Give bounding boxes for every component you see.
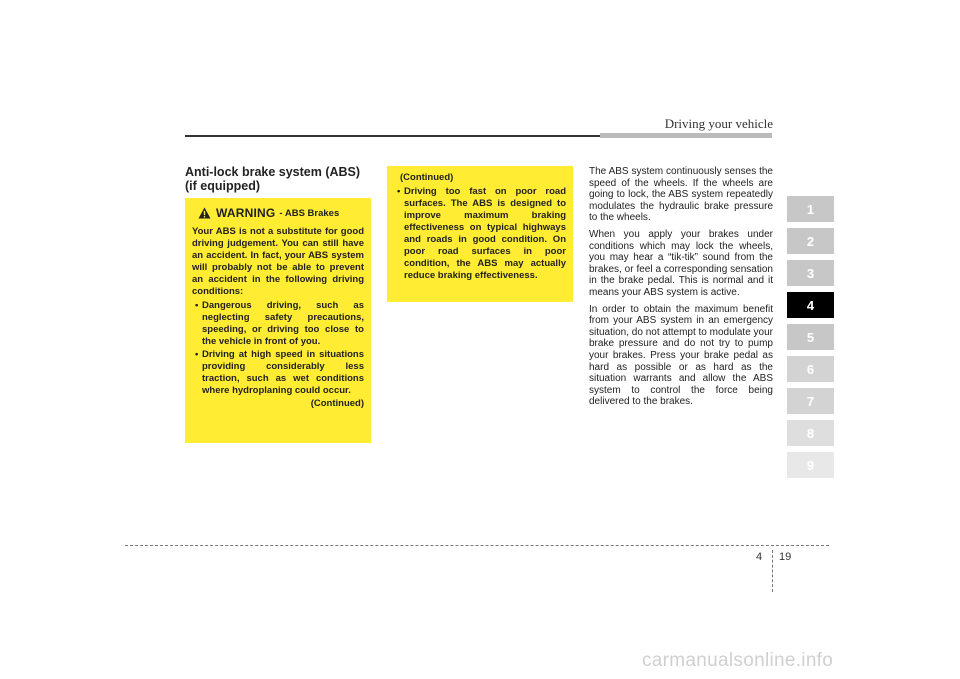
continued-warning-box bbox=[387, 166, 573, 302]
warning-paragraph: Your ABS is not a substitute for good driving judgement. You can still have an accident. In fact, your ABS system will probably not be able to prevent an accident in the following driving conditions: bbox=[192, 226, 364, 297]
warning-list-item bbox=[192, 349, 364, 397]
section-title-line-2: (if equipped) bbox=[185, 179, 260, 193]
chapter-tab-6[interactable]: 6 bbox=[787, 356, 834, 382]
chapter-tab-8[interactable]: 8 bbox=[787, 420, 834, 446]
chapter-tabs bbox=[787, 196, 834, 484]
page-number: 19 bbox=[779, 551, 792, 563]
warning-list-item bbox=[192, 300, 364, 348]
page-chapter-number: 4 bbox=[756, 551, 763, 563]
warning-list-item-text: Dangerous driving, such as neglecting safety precautions, speeding, or driving too close to the vehicle in front of you. bbox=[202, 300, 364, 347]
header-rule-accent bbox=[600, 133, 772, 138]
body-paragraph: The ABS system continuously senses the speed of the wheels. If the wheels are going to lock, the ABS system repeatedly modulates the hydraulic brake pressure to the wheels. bbox=[589, 166, 773, 224]
warning-box bbox=[185, 198, 371, 443]
watermark: carmanualsonline.info bbox=[642, 650, 834, 671]
continued-list-item-text: Driving too fast on poor road surfaces. The ABS is designed to improve maximum braking effectiveness on typical highways and roads in good condition. On poor road surfaces in poor condition, the ABS may actually reduce braking effectiveness. bbox=[404, 186, 566, 281]
section-title bbox=[185, 165, 375, 193]
warning-word: WARNING bbox=[216, 206, 276, 220]
chapter-tab-4[interactable]: 4 bbox=[787, 292, 834, 318]
warning-list-item-text: Driving at high speed in situations providing considerably less traction, such as wet conditions where hydroplaning could occur. bbox=[202, 349, 364, 396]
chapter-tab-5[interactable]: 5 bbox=[787, 324, 834, 350]
body-paragraph: When you apply your brakes under conditions which may lock the wheels, you may hear a “tik-tik” sound from the brakes, or feel a corresponding sensation in the brake pedal. This is normal and it means your ABS system is active. bbox=[589, 228, 773, 298]
continued-list-item bbox=[394, 186, 566, 282]
continued-list bbox=[394, 186, 566, 282]
warning-continued-label: (Continued) bbox=[310, 398, 364, 409]
chapter-tab-9[interactable]: 9 bbox=[787, 452, 834, 478]
chapter-tab-7[interactable]: 7 bbox=[787, 388, 834, 414]
header-title: Driving your vehicle bbox=[664, 116, 773, 131]
bullet-icon: • bbox=[397, 186, 401, 197]
continued-heading: (Continued) bbox=[400, 172, 454, 183]
body-text-column bbox=[589, 166, 773, 413]
body-paragraph: In order to obtain the maximum benefit from your ABS system in an emergency situation, do not attempt to modulate your brake pressure and do not try to pump your brakes. Press your brake pedal as hard as possible or as hard as the situation warrants and allow the ABS system to control the force being delivered to the brakes. bbox=[589, 303, 773, 408]
warning-list bbox=[192, 300, 364, 397]
bullet-icon: • bbox=[195, 300, 199, 311]
warning-subtitle: - ABS Brakes bbox=[279, 207, 340, 219]
footer-divider bbox=[772, 550, 773, 592]
chapter-tab-2[interactable]: 2 bbox=[787, 228, 834, 254]
section-title-line-1: Anti-lock brake system (ABS) bbox=[185, 165, 361, 179]
chapter-tab-3[interactable]: 3 bbox=[787, 260, 834, 286]
bullet-icon: • bbox=[195, 349, 199, 360]
footer-rule bbox=[125, 545, 829, 546]
warning-triangle-icon bbox=[198, 207, 211, 219]
warning-heading bbox=[198, 206, 364, 220]
chapter-tab-1[interactable]: 1 bbox=[787, 196, 834, 222]
